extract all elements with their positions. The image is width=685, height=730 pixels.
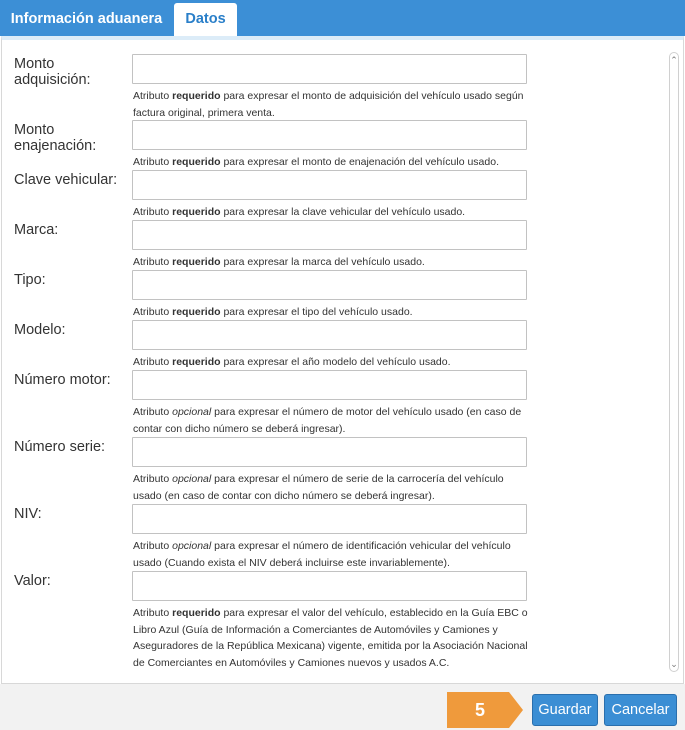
help-text: Atributo [133, 90, 173, 102]
label-clave-vehicular: Clave vehicular: [14, 172, 118, 188]
help-text: Atributo [133, 540, 173, 552]
help-keyword: opcional [172, 473, 212, 485]
label-numero-serie: Número serie: [14, 439, 106, 455]
label-tipo: Tipo: [14, 272, 46, 288]
help-text: para expresar el monto de enajenación del vehículo usado. [220, 156, 499, 168]
help-monto-enajenacion [133, 154, 528, 171]
help-text: para expresar el valor del vehículo, establecido en la Guía EBC o Libro Azul (Guía de Información a Comerciantes de Automóviles y Camiones y Aseguradores de la República Mexicana) vigente, emitida por la Asociación Nacional de Comerciantes en Automóviles y Camiones nuevos y usados A.C. [133, 607, 528, 669]
chevron-down-icon[interactable]: ⌄ [670, 659, 678, 669]
scrollbar-track[interactable] [669, 52, 679, 672]
tab-datos[interactable]: Datos [174, 3, 237, 36]
help-valor [133, 605, 528, 671]
help-keyword: requerido [172, 206, 221, 218]
label-monto-enajenacion: Monto enajenación: [14, 122, 97, 154]
input-monto-adquisicion[interactable] [132, 54, 527, 84]
help-marca [133, 254, 528, 271]
form-content [2, 40, 662, 680]
help-text: Atributo [133, 356, 173, 368]
help-numero-motor [133, 404, 528, 437]
label-niv: NIV: [14, 506, 42, 522]
tab-informacion-aduanera[interactable]: Información aduanera [0, 3, 173, 36]
cancel-button[interactable]: Cancelar [604, 694, 677, 726]
step-badge [447, 692, 523, 728]
input-clave-vehicular[interactable] [132, 170, 527, 200]
help-text: Atributo [133, 256, 173, 268]
help-keyword: opcional [172, 406, 212, 418]
form-panel [1, 36, 684, 684]
help-keyword: requerido [172, 90, 221, 102]
label-modelo: Modelo: [14, 322, 66, 338]
help-modelo [133, 354, 528, 371]
help-keyword: opcional [172, 540, 212, 552]
input-valor[interactable] [132, 571, 527, 601]
step-number: 5 [474, 700, 485, 720]
help-keyword: requerido [172, 306, 221, 318]
help-text: Atributo [133, 607, 173, 619]
help-tipo [133, 304, 528, 321]
help-text: para expresar el número de serie de la carrocería del vehículo usado (en caso de contar con dicho número se deberá ingresar). [133, 473, 504, 502]
label-numero-motor: Número motor: [14, 372, 111, 388]
label-monto-adquisicion: Monto adquisición: [14, 56, 91, 88]
input-numero-serie[interactable] [132, 437, 527, 467]
help-text: para expresar el monto de adquisición del vehículo usado según factura original, primera venta. [133, 90, 524, 119]
help-text: para expresar la marca del vehículo usado. [220, 256, 425, 268]
help-text: Atributo [133, 306, 173, 318]
input-monto-enajenacion[interactable] [132, 120, 527, 150]
input-niv[interactable] [132, 504, 527, 534]
input-modelo[interactable] [132, 320, 527, 350]
help-monto-adquisicion [133, 88, 528, 121]
help-text: para expresar la clave vehicular del vehículo usado. [220, 206, 466, 218]
save-button[interactable]: Guardar [532, 694, 598, 726]
help-keyword: requerido [172, 256, 221, 268]
label-marca: Marca: [14, 222, 59, 238]
help-numero-serie [133, 471, 528, 504]
footer-bar [0, 684, 685, 730]
help-text: Atributo [133, 206, 173, 218]
chevron-up-icon[interactable]: ⌃ [670, 55, 678, 65]
help-text: Atributo [133, 156, 173, 168]
input-tipo[interactable] [132, 270, 527, 300]
help-text: para expresar el número de motor del vehículo usado (en caso de contar con dicho número se deberá ingresar). [133, 406, 522, 435]
label-valor: Valor: [14, 573, 51, 589]
input-numero-motor[interactable] [132, 370, 527, 400]
help-keyword: requerido [172, 156, 221, 168]
help-keyword: requerido [172, 356, 221, 368]
vertical-scrollbar[interactable] [667, 52, 681, 672]
help-text: para expresar el año modelo del vehículo usado. [220, 356, 451, 368]
help-text: Atributo [133, 473, 173, 485]
help-keyword: requerido [172, 607, 221, 619]
help-text: Atributo [133, 406, 173, 418]
help-clave-vehicular [133, 204, 528, 221]
input-marca[interactable] [132, 220, 527, 250]
help-niv [133, 538, 528, 571]
help-text: para expresar el número de identificación vehicular del vehículo usado (Cuando exista el NIV deberá incluirse este invariablemente). [133, 540, 511, 569]
help-text: para expresar el tipo del vehículo usado. [220, 306, 413, 318]
tab-bar [0, 0, 685, 36]
